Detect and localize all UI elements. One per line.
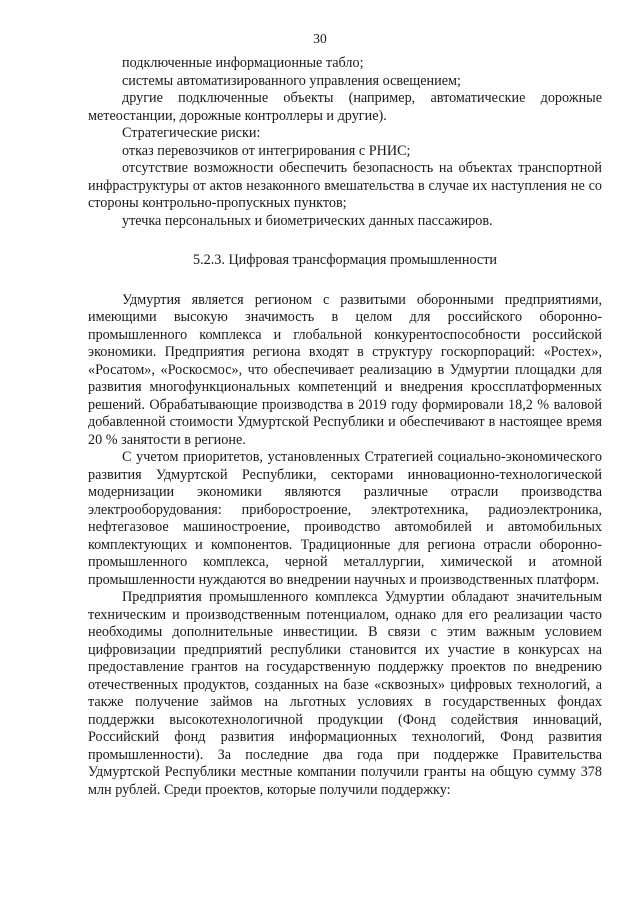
document-body (88, 55, 602, 799)
section-heading: 5.2.3. Цифровая трансформация промышленности (192, 252, 498, 268)
list-item: подключенные информационные табло; (122, 55, 364, 71)
paragraph: Предприятия промышленного комплекса Удмуртии обладают значительным техническим и производственным потенциалом, однако для его реализации часто необходимы дополнительные инвестиции. В связи с этим важным условием цифровизации предприятий республики становится их участие в конкурсах на предоставление грантов на государственную поддержку проектов по внедрению отечественных продуктов, созданных на базе «сквозных» цифровых технологий, а также получение займов на льготных условиях в государственных фондах поддержки высокотехнологичной продукции (Фонд содействия инноваций, Российский фонд развития информационных технологий, Фонд развития промышленности). За последние два года при поддержке Правительства Удмуртской Республики местные компании получили гранты на общую сумму 378 млн рублей. Среди проектов, которые получили поддержку: (88, 589, 602, 798)
list-item: отсутствие возможности обеспечить безопасность на объектах транспортной инфраструктуры от актов незаконного вмешательства в случае их наступления не со стороны контрольно-пропускных пунктов; (88, 160, 602, 211)
paragraph: Удмуртия является регионом с развитыми оборонными предприятиями, имеющими высокую значимость в целом для российского оборонно-промышленного комплекса и глобальной конкурентоспособности российской экономики. Предприятия региона входят в структуру госкорпораций: «Ростех», «Росатом», «Роскосмос», что обеспечивает реализацию в Удмуртии площадки для развития многофункциональных компетенций и внедрения кроссплатформенных решений. Обрабатывающие производства в 2019 году формировали 18,2 % валовой добавленной стоимости Удмуртской Республики и обеспечивают в настоящее время 20 % занятости в регионе. (88, 291, 602, 448)
list-item: системы автоматизированного управления освещением; (122, 72, 461, 89)
list-item: отказ перевозчиков от интегрирования с РНИС; (122, 142, 411, 159)
list-item: утечка персональных и биометрических данных пассажиров. (122, 212, 493, 229)
page-number: 30 (313, 31, 327, 46)
paragraph: С учетом приоритетов, установленных Стратегией социально-экономического развития Удмуртской Республики, секторами инновационно-технологической модернизации экономики являются различные отрасли производства электрооборудования: приборостроение, электротехника, радиоэлектроника, нефтегазовое машиностроение, проиводство автомобилей и автомобильных комплектующих и компонентов. Традиционные для региона отрасли оборонно-промышленного комплекса, черной металлургии, химической и атомной промышленности нуждаются во внедрении научных и производственных платформ. (88, 449, 602, 588)
subheading-risks: Стратегические риски: (122, 125, 261, 141)
list-item: другие подключенные объекты (например, автоматические дорожные метеостанции, дорожные контроллеры и другие). (88, 90, 602, 124)
